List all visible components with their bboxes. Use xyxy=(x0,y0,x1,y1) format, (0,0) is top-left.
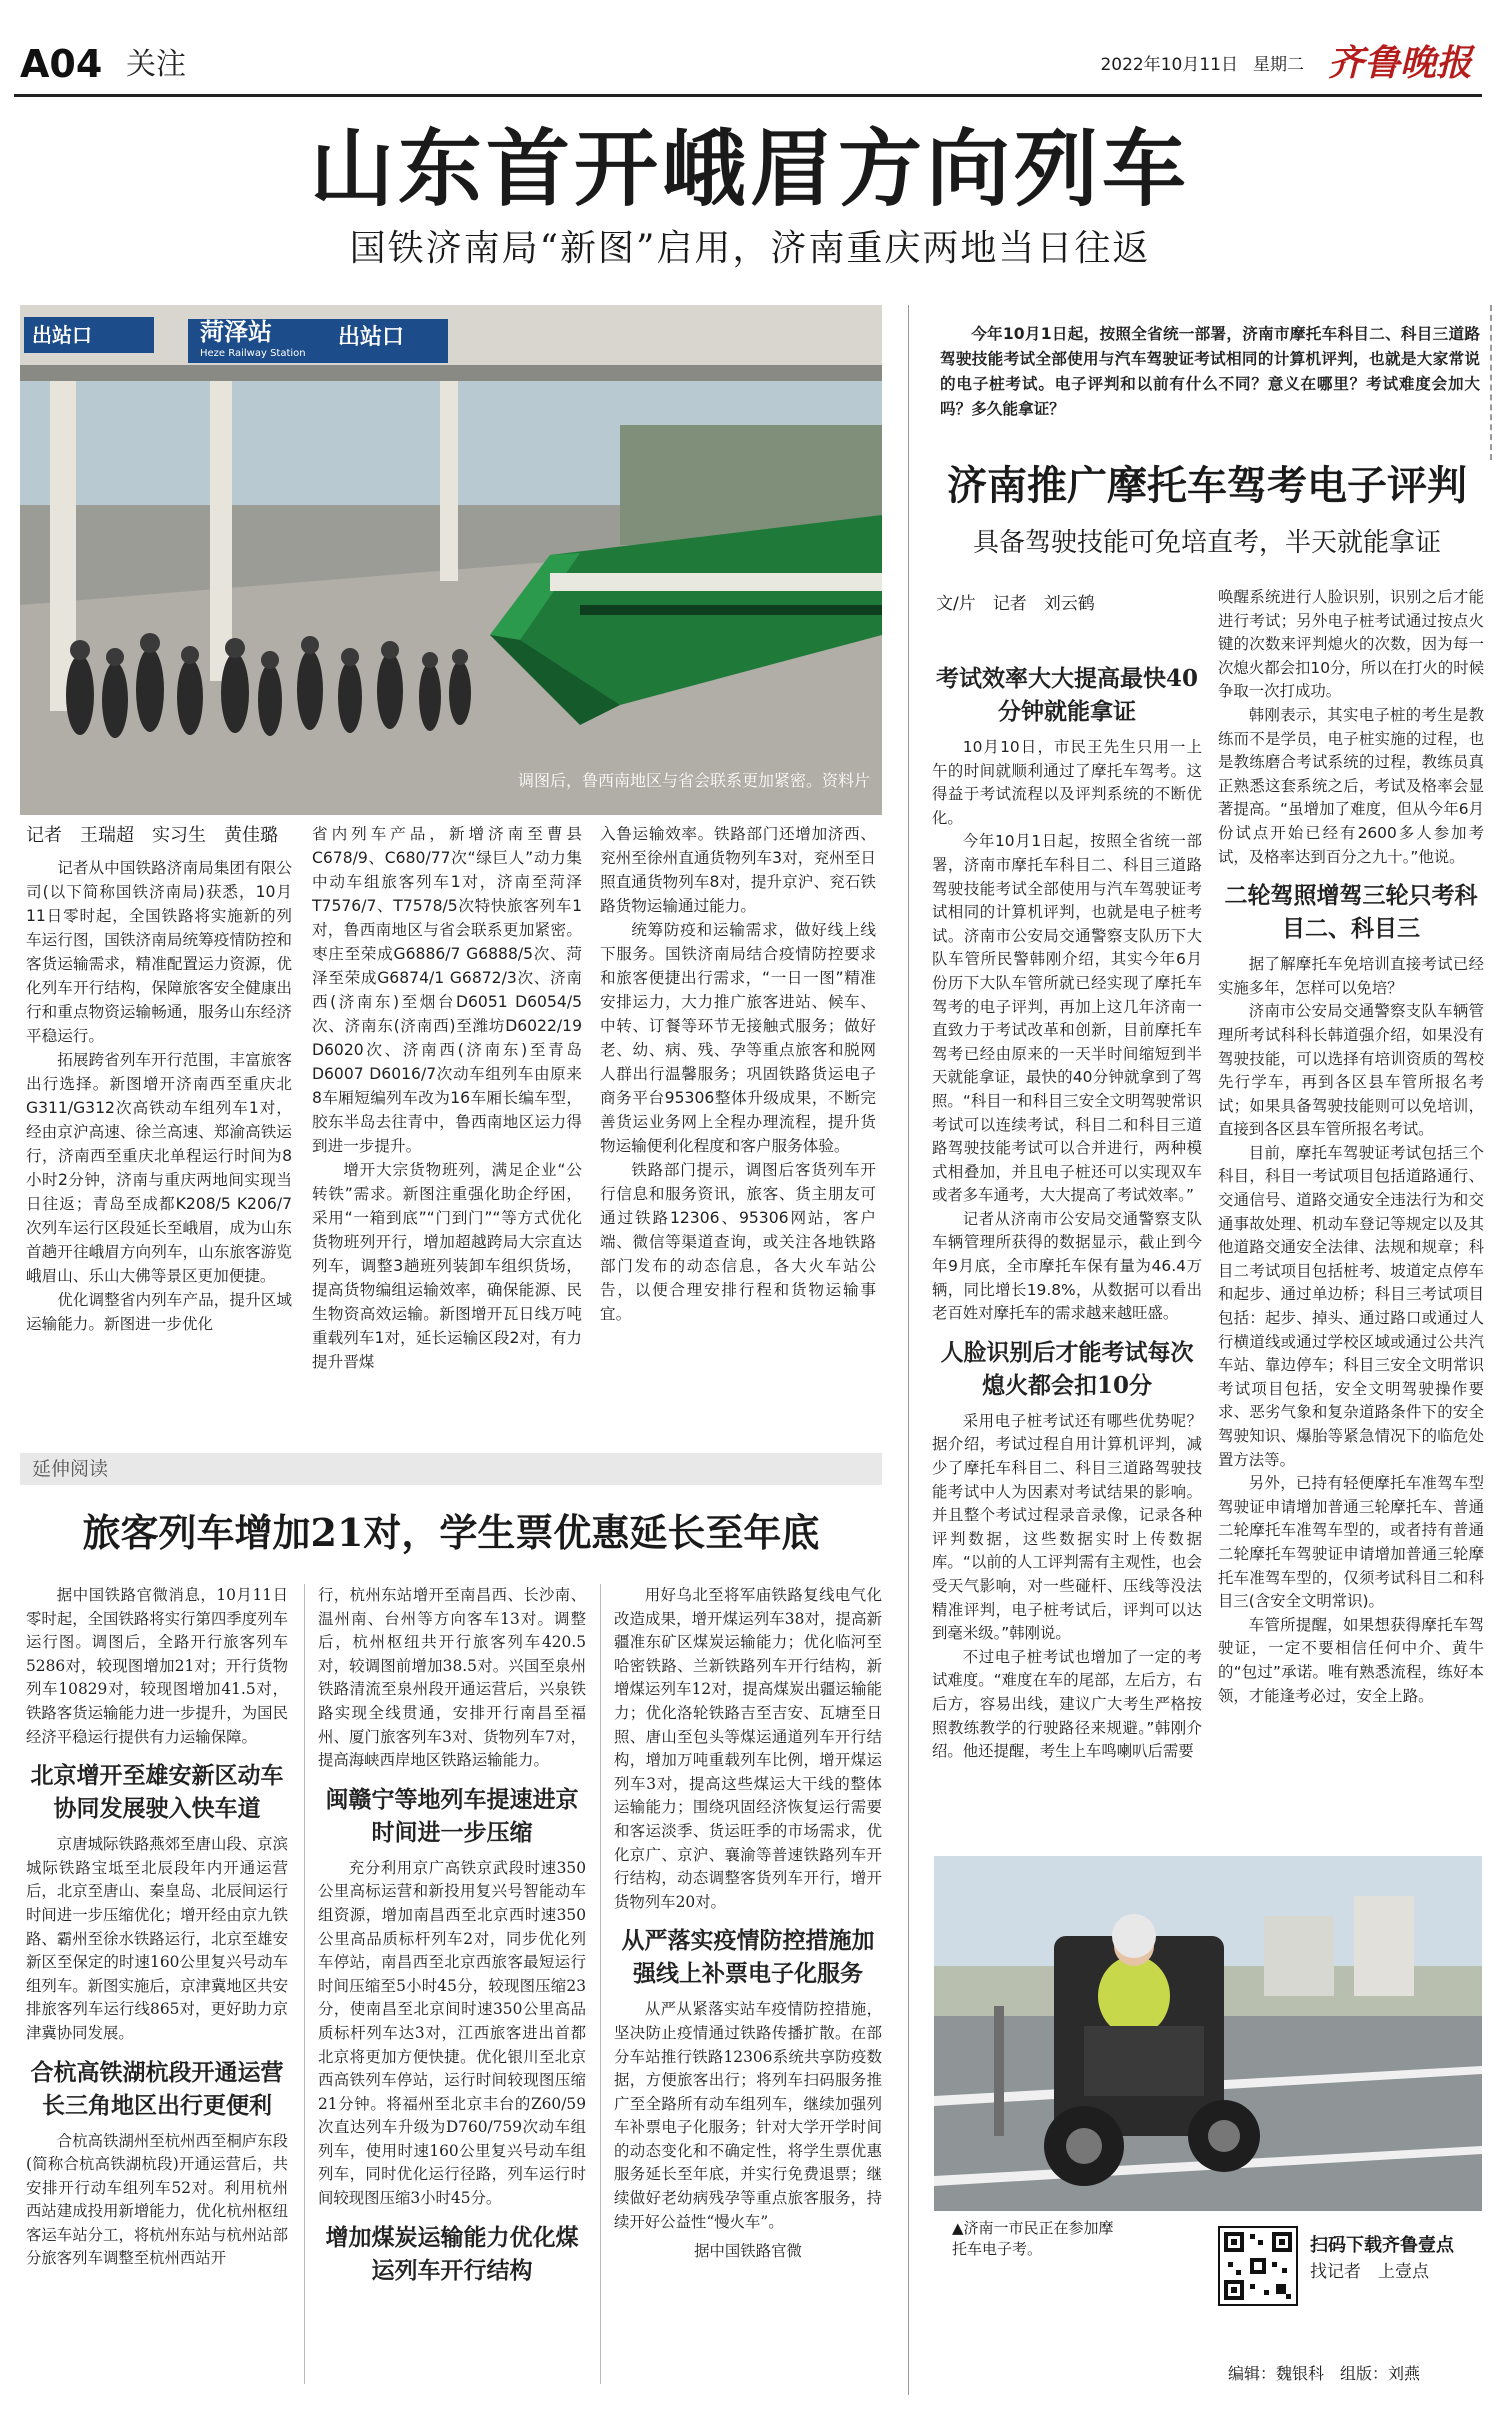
subhead-efficiency: 考试效率大大提高最快40分钟就能拿证 xyxy=(935,665,1198,725)
right-subheadline: 具备驾驶技能可免培直考，半天就能拿证 xyxy=(972,528,1441,558)
paragraph: 拓展跨省列车开行范围，丰富旅客出行选择。新图增开济南西至重庆北G311/G312次高铁动车组列车1对，经由京沪高速、徐兰高速、郑渝高铁运行，济南西至重庆北单程运行时间为8小时2分钟，济南与重庆两地间实现当日往返；青岛至成都K208/5 K206/7次列车运行区段延长至峨眉，成为山东首趟开往峨眉方向列车，山东旅客游览峨眉山、乐山大佛等景区更加便捷。 xyxy=(26,1051,292,1285)
paragraph: 铁路部门提示，调图后客货列车开行信息和服务资讯，旅客、货主朋友可通过铁路12306、95306网站，客户端、微信等渠道查询，或关注各地铁路部门发布的动态信息，各大火车站公告，以便合理安排行程和货物运输事宜。 xyxy=(600,1161,876,1323)
paragraph: 统筹防疫和运输需求，做好线上线下服务。国铁济南局结合疫情防控要求和旅客便捷出行需求，“一日一图”精准安排运力，大力推广旅客进站、候车、中转、订餐等环节无接触式服务；做好老、幼、病、残、孕等重点旅客和脱网人群出行温馨服务；巩固铁路货运电子商务平台95306整体升级成果，不断完善货运业务网上全程办理流程，提升货物运输便利化程度和客户服务体验。 xyxy=(600,921,876,1155)
main-article-col1 xyxy=(26,856,292,1446)
paragraph: 用好乌北至将军庙铁路复线电气化改造成果，增开煤运列车38对，提高新疆准东矿区煤炭运输能力；优化临河至哈密铁路、兰新铁路列车开行结构，新增煤运列车12对，提高煤炭出疆运输能力；优化洛轮铁路吉至吉安、瓦塘至日照、唐山至包头等煤运通道列车开行结构，增加万吨重载列车比例，增开煤运列车3对，提高这些煤运大干线的整体运输能力；围绕巩固经济恢复运行需要和客运淡季、货运旺季的市场需求，优化京广、京沪、襄渝等普速铁路列车开行结构，动态调整客货列车开行，增开货物列车20对。 xyxy=(614,1586,882,1911)
column-divider xyxy=(600,1584,601,2384)
issue-weekday: 星期二 xyxy=(1253,55,1304,75)
paragraph: 今年10月1日起，按照全省统一部署，济南市摩托车科目二、科目三道路驾驶技能考试全部使用与汽车驾驶证考试相同的计算机评判，也就是电子桩考试。济南市公安局交通警察支队历下大队车管所民警韩刚介绍，其实今年6月份历下大队车管所就已经实现了摩托车驾考的电子评判，再加上这几年济南一直致力于考试改革和创新，目前摩托车驾考已经由原来的一天半时间缩短到半天就能拿证，最快的40分钟就拿到了驾照。“科目一和科目三安全文明驾驶常识考试可以连续考试，科目二和科目三道路驾驶技能考试可以合并进行，两种模式相叠加，并且电子桩还可以实现双车或者多车通考，大大提高了考试效率。” xyxy=(932,832,1202,1205)
right-col2 xyxy=(1218,586,1484,1848)
paragraph: 记者从中国铁路济南局集团有限公司(以下简称国铁济南局)获悉，10月11日零时起，全国铁路将实施新的列车运行图，国铁济南局统筹疫情防控和客货运输需求，精准配置运力资源，优化列车开行结构，保障旅客安全健康出行和重点物资运输畅通，服务山东经济平稳运行。 xyxy=(26,859,292,1045)
exit-sign-right: 出站口 xyxy=(338,325,405,350)
train-photo-illustration xyxy=(20,305,882,815)
subhead-face-recognition: 人脸识别后才能考试每次熄火都会扣10分 xyxy=(940,1338,1194,1399)
station-name-english: Heze Railway Station xyxy=(200,348,306,359)
paragraph: 据了解摩托车免培训直接考试已经实施多年，怎样可以免培？ xyxy=(1218,955,1484,997)
paragraph: 韩刚表示，其实电子桩的考生是教练而不是学员，电子桩实施的过程，也是教练磨合考试系统的过程，教练员真正熟悉这套系统之后，考试及格率会显著提高。“虽增加了难度，但从今年6月份试点开始已经有2600多人参加考试，及格率达到百分之九十。”他说。 xyxy=(1218,705,1484,866)
exit-sign-left: 出站口 xyxy=(32,323,92,347)
editor-credits: 编辑：魏银科 组版：刘燕 xyxy=(1228,2364,1421,2383)
paragraph: 入鲁运输效率。铁路部门还增加济西、兖州至徐州直通货物列车3对，兖州至日照直通货物列车8对，提升京沪、兖石铁路货物运输通过能力。 xyxy=(600,825,876,915)
paragraph: 目前，摩托车驾驶证考试包括三个科目，科目一考试项目包括道路通行、交通信号、道路交通安全违法行为和交通事故处理、机动车登记等规定以及其他道路交通安全法律、法规和规章；科目二考试项目包括桩考、坡道定点停车和起步、通过单边桥；科目三考试项目包括：起步、掉头、通过路口或通过人行横道线或通过学校区域或通过公共汽车站、靠边停车；科目三安全文明常识考试项目包括，安全文明驾驶操作要求、恶劣气象和复杂道路条件下的安全驾驶知识、爆胎等紧急情况下的临危处置方法等。 xyxy=(1218,1143,1484,1469)
paragraph: 合杭高铁湖州至杭州西至桐庐东段(简称合杭高铁湖杭段)开通运营后，共安排开行动车组列车52对。利用杭州西站建成投用新增能力，优化杭州枢纽客运车站分工，将杭州东站与杭州站部分旅客列车调整至杭州西站开 xyxy=(26,2131,288,2268)
paragraph: 京唐城际铁路燕郊至唐山段、京滨城际铁路宝坻至北辰段年内开通运营后，北京至唐山、秦皇岛、北辰间运行时间进一步压缩优化；增开经由京九铁路、霸州至徐水铁路运行，北京至雄安新区至保定的时速160公里复兴号动车组列车。新图实施后，京津冀地区共安排旅客列车运行线865对，更好助力京津冀协同发展。 xyxy=(26,1835,288,2042)
extension-reading-label: 延伸阅读 xyxy=(32,1458,109,1480)
paragraph: 唤醒系统进行人脸识别，识别之后才能进行考试；另外电子桩考试通过按点火键的次数来评判熄火的次数，因为每一次熄火都会扣10分，所以在打火的时候争取一次打成功。 xyxy=(1218,588,1484,701)
paragraph: 从严从紧落实站车疫情防控措施，坚决防止疫情通过铁路传播扩散。在部分车站推行铁路12306系统共享防疫数据，方便旅客出行；将列车扫码服务推广至全路所有动车组列车，继续加强列车补票电子化服务；针对大学开学时间的动态变化和不确定性，将学生票优惠服务延长至年底，并实行免费退票；继续做好老幼病残孕等重点旅客服务，持续开好公益性“慢火车”。 xyxy=(614,2000,882,2231)
paragraph: 采用电子桩考试还有哪些优势呢？据介绍，考试过程自用计算机评判，减少了摩托车科目二、科目三道路驾驶技能考试中人为因素对考试结果的影响。并且整个考试过程录音录像，记录各种评判数据，这些数据实时上传数据库。“以前的人工评判需有主观性，也会受天气影响，对一些碰杆、压线等没法精准评判，电子桩考试后，评判可以达到毫米级。”韩刚说。 xyxy=(932,1411,1202,1643)
paragraph: 优化调整省内列车产品，提升区域运输能力。新图进一步优化 xyxy=(26,1291,292,1333)
section-divider xyxy=(908,305,909,2395)
page-header xyxy=(14,40,1482,90)
main-article-col3 xyxy=(600,822,876,1444)
extension-headline: 旅客列车增加21对，学生票优惠延长至年底 xyxy=(82,1510,820,1555)
right-byline: 文/片 记者 刘云鹤 xyxy=(936,594,1095,614)
subhead-hehang: 合杭高铁湖杭段开通运营长三角地区出行更便利 xyxy=(30,2058,284,2119)
lead-paragraph: 今年10月1日起，按照全省统一部署，济南市摩托车科目二、科目三道路驾驶技能考试全部使用与汽车驾驶证考试相同的计算机评判，也就是大家常说的电子桩考试。电子评判和以前有什么不同？意义在哪里？考试难度会加大吗？多久能拿证？ xyxy=(940,325,1480,418)
main-headline: 山东首开峨眉方向列车 xyxy=(309,119,1190,218)
source-note: 据中国铁路官微 xyxy=(694,2242,802,2261)
main-byline: 记者 王瑞超 实习生 黄佳璐 xyxy=(26,825,278,846)
header-rule xyxy=(14,94,1482,97)
extension-col1 xyxy=(26,1584,288,2404)
right-headline: 济南推广摩托车驾考电子评判 xyxy=(947,462,1467,509)
paragraph: 行，杭州东站增开至南昌西、长沙南、温州南、台州等方向客车13对。调整后，杭州枢纽共开行旅客列车420.5对，较调图前增加38.5对。兴国至泉州铁路清流至泉州段开通运营后，兴泉铁路实现全线贯通，安排开行南昌至福州、厦门旅客列车3对、货物列车7对，提高海峡西岸地区铁路运输能力。 xyxy=(318,1586,586,1770)
extension-col2 xyxy=(318,1584,586,2404)
section-name: 关注 xyxy=(126,47,186,82)
column-divider xyxy=(304,1584,305,2384)
right-col1 xyxy=(932,652,1202,1848)
issue-date: 2022年10月11日 xyxy=(1100,55,1238,75)
qr-code[interactable] xyxy=(1218,2226,1298,2306)
qr-code-icon xyxy=(1220,2228,1296,2304)
extension-reading-bar xyxy=(20,1453,882,1485)
motorcycle-exam-photo xyxy=(934,1856,1482,2211)
newspaper-logo: 齐鲁晚报 xyxy=(1327,42,1472,84)
photo-caption: 调图后，鲁西南地区与省会联系更加紧密。资料片 xyxy=(517,771,870,790)
paragraph: 省内列车产品，新增济南至曹县C678/9、C680/77次“绿巨人”动力集中动车组旅客列车1对，济南至菏泽T7576/7、T7578/5次特快旅客列车1对，鲁西南地区与省会联系更加紧密。枣庄至荣成G6886/7 G6888/5次、菏泽至荣成G6874/1 G6872/3次、济南西(济南东)至烟台D6051 D6054/5次、济南东(济南西)至潍坊D6022/19 D6020次、济南西(济南东)至青岛D6007 D6016/7次动车组列车由原来8车厢短编列车改为16车厢长编车型，胶东半岛去往青中，鲁西南地区运力得到进一步提升。 xyxy=(312,825,582,1155)
paragraph: 另外，已持有轻便摩托车准驾车型驾驶证申请增加普通三轮摩托车、普通二轮摩托车准驾车型的，或者持有普通二轮摩托车驾驶证申请增加普通三轮摩托车准驾车型的，仅须考试科目二和科目三(含安全文明常识)。 xyxy=(1218,1474,1484,1611)
paragraph: 据中国铁路官微消息，10月11日零时起，全国铁路将实行第四季度列车运行图。调图后，全路开行旅客列车5286对，较现图增加21对；开行货物列车10829对，较现图增加41.5对，铁路客货运输能力进一步提升，为国民经济平稳运行提供有力运输保障。 xyxy=(26,1586,288,1746)
subhead-speedup: 闽赣宁等地列车提速进京时间进一步压缩 xyxy=(325,1785,579,1846)
extension-col3 xyxy=(614,1584,882,2404)
page-number: A04 xyxy=(20,42,103,86)
qr-download-text: 扫码下载齐鲁壹点 xyxy=(1310,2235,1454,2256)
motorcycle-photo-caption: ▲济南一市民正在参加摩托车电子考。 xyxy=(952,2219,1114,2258)
paragraph: 10月10日，市民王先生只用一上午的时间就顺利通过了摩托车驾考。这得益于考试流程以及评判系统的不断优化。 xyxy=(932,738,1202,827)
subhead-three-wheel: 二轮驾照增驾三轮只考科目二、科目三 xyxy=(1224,882,1478,943)
main-article-col2 xyxy=(312,822,582,1444)
paragraph: 增开大宗货物班列，满足企业“公转铁”需求。新图注重强化助企纾困，采用“一箱到底”“门到门”“等方式优化货物班列开行，增加超越跨局大宗直达列车，调整3趟班列装卸车组织货场，提高货物编组运输效率，确保能源、民生物资高效运输。新图增开瓦日线万吨重载列车1对，延长运输区段2对，有力提升晋煤 xyxy=(312,1161,582,1371)
main-subheadline: 国铁济南局“新图”启用，济南重庆两地当日往返 xyxy=(349,228,1151,269)
paragraph: 充分利用京广高铁京武段时速350公里高标运营和新投用复兴号智能动车组资源，增加南昌西至北京西时速350公里高品质标杆列车2对，同步优化列车停站，南昌西至北京西旅客最短运行时间压缩至5小时45分，较现图压缩23分，使南昌至北京间时速350公里高品质标杆列车达3对，江西旅客进出首都北京将更加方便快捷。优化银川至北京西高铁列车停站，运行时间较现图压缩21分钟。将福州至北京丰台的Z60/59次直达列车升级为D760/759次动车组列车，使用时速160公里复兴号动车组列车，同时优化运行径路，列车运行时间较现图压缩3小时45分。 xyxy=(318,1858,586,2208)
subhead-beijing-xiongan: 北京增开至雄安新区动车协同发展驶入快车道 xyxy=(30,1762,284,1823)
paragraph: 济南市公安局交通警察支队车辆管理所考试科科长韩道强介绍，如果没有驾驶技能，可以选择有培训资质的驾校先行学车，再到各区县车管所报名考试；如果具备驾驶技能则可以免培训，直接到各区县车管所报名考试。 xyxy=(1218,1002,1484,1139)
paragraph: 记者从济南市公安局交通警察支队车辆管理所获得的数据显示，截止到今年9月底，全市摩托车保有量为46.4万辆，同比增长19.8%，从数据可以看出老百姓对摩托车的需求越来越旺盛。 xyxy=(932,1209,1202,1323)
paragraph: 不过电子桩考试也增加了一定的考试难度。“难度在车的尾部，左后方，右后方，容易出线，建议广大考生严格按照教练教学的行驶路径来规避。”韩刚介绍。他还提醒，考生上车鸣喇叭后需要 xyxy=(932,1647,1202,1761)
qr-contact-text: 找记者 上壹点 xyxy=(1310,2262,1429,2282)
paragraph: 车管所提醒，如果想获得摩托车驾驶证，一定不要相信任何中介、黄牛的“包过”承诺。唯有熟悉流程，练好本领，才能逢考必过，安全上路。 xyxy=(1218,1615,1484,1705)
motorcycle-photo-illustration xyxy=(934,1856,1482,2211)
station-name-sign: 菏泽站 xyxy=(200,318,272,346)
subhead-coal: 增加煤炭运输能力优化煤运列车开行结构 xyxy=(325,2223,579,2284)
subhead-epidemic: 从严落实疫情防控措施加强线上补票电子化服务 xyxy=(621,1927,875,1988)
train-station-photo xyxy=(20,305,882,815)
